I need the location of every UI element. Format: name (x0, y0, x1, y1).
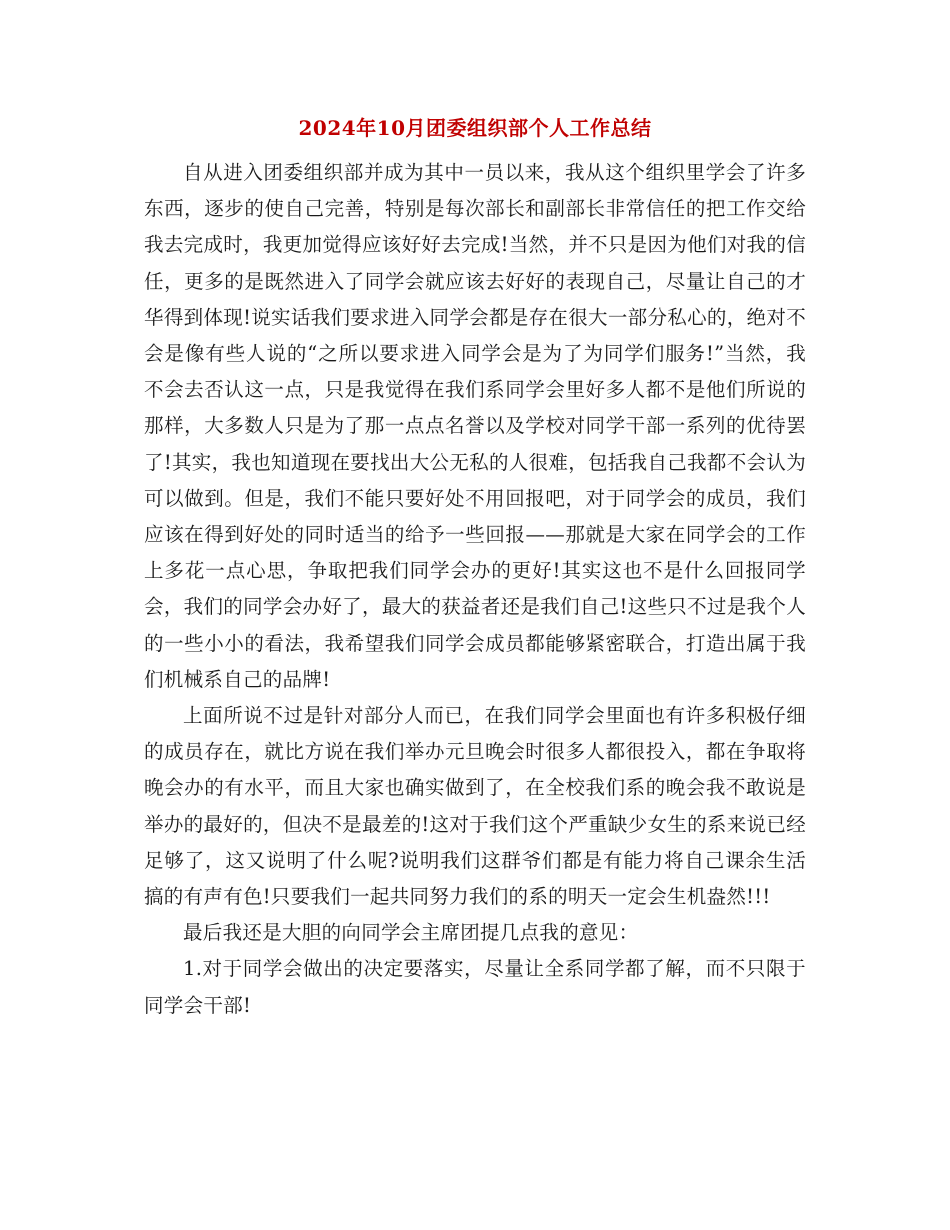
paragraph-members: 上面所说不过是针对部分人而已，在我们同学会里面也有许多积极仔细的成员存在，就比方说在我们举办元旦晚会时很多人都很投入，都在争取将晚会办的有水平，而且大家也确实做到了，在全校我们系的晚会我不敢说是举办的最好的，但决不是最差的!这对于我们这个严重缺少女生的系来说已经足够了，这又说明了什么呢?说明我们这群爷们都是有能力将自己课余生活搞的有声有色!只要我们一起共同努力我们的系的明天一定会生机盎然!!! (144, 704, 806, 909)
paragraph-suggestions-lead: 最后我还是大胆的向同学会主席团提几点我的意见： (183, 921, 639, 945)
document-title: 2024年10月团委组织部个人工作总结 (298, 116, 652, 140)
document-body (144, 155, 806, 1024)
paragraph-suggestion-1: 1.对于同学会做出的决定要落实，尽量让全系同学都了解，而不只限于同学会干部! (144, 957, 806, 1017)
paragraph-intro: 自从进入团委组织部并成为其中一员以来，我从这个组织里学会了许多东西，逐步的使自己完善，特别是每次部长和副部长非常信任的把工作交给我去完成时，我更加觉得应该好好去完成!当然，并不只是因为他们对我的信任，更多的是既然进入了同学会就应该去好好的表现自己，尽量让自己的才华得到体现!说实话我们要求进入同学会都是存在很大一部分私心的，绝对不会是像有些人说的“之所以要求进入同学会是为了为同学们服务!”当然，我不会去否认这一点，只是我觉得在我们系同学会里好多人都不是他们所说的那样，大多数人只是为了那一点点名誉以及学校对同学干部一系列的优待罢了!其实，我也知道现在要找出大公无私的人很难，包括我自己我都不会认为可以做到。但是，我们不能只要好处不用回报吧，对于同学会的成员，我们应该在得到好处的同时适当的给予一些回报——那就是大家在同学会的工作上多花一点心思，争取把我们同学会办的更好!其实这也不是什么回报同学会，我们的同学会办好了，最大的获益者还是我们自己!这些只不过是我个人的一些小小的看法，我希望我们同学会成员都能够紧密联合，打造出属于我们机械系自己的品牌! (144, 161, 806, 691)
